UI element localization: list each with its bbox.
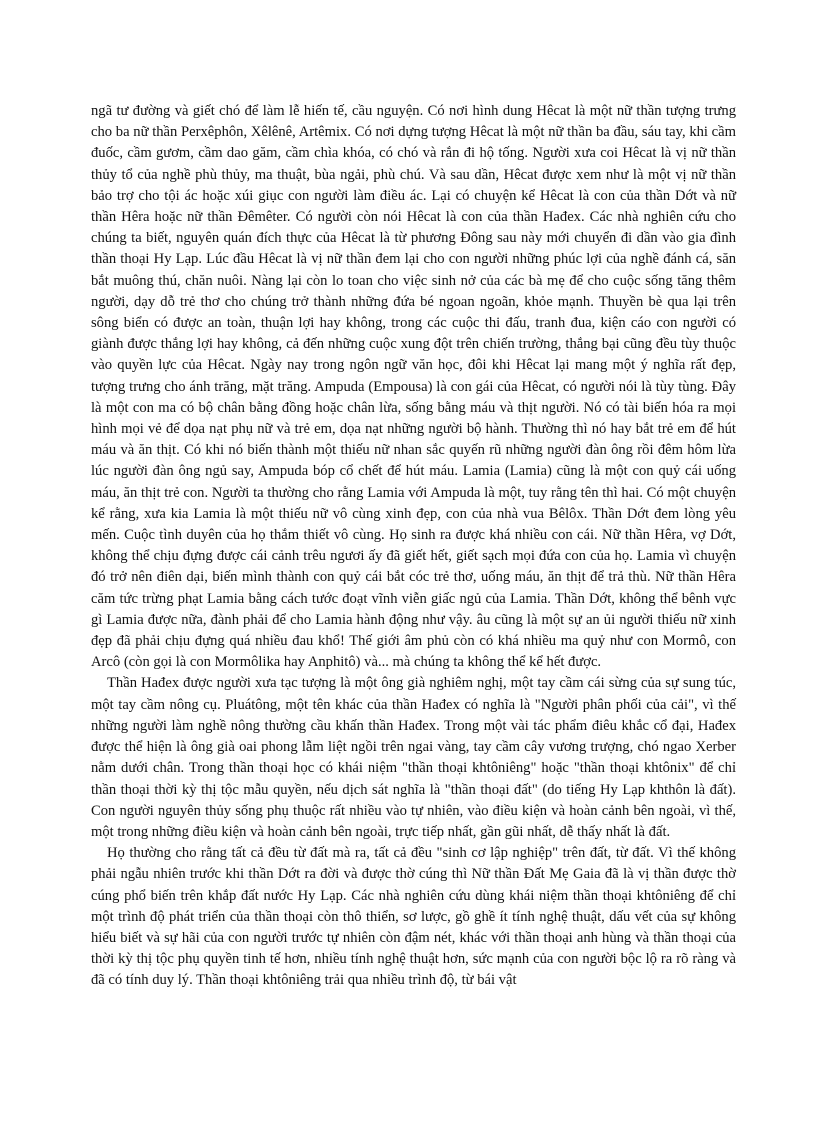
paragraph-khtonieng: Họ thường cho rằng tất cả đều từ đất mà ra, tất cả đều "sinh cơ lập nghiệp" trên đất, từ đất. Vì thế không phải ngẫu nhiên trước khi thần Dớt ra đời và được thờ cúng thì Nữ thần Đất Mẹ Gaia đã là vị thần được thờ cúng phổ biến trên khắp đất nước Hy Lạp. Các nhà nghiên cứu dùng khái niệm thần thoại khtôniêng để chỉ một trình độ phát triển của thần thoại còn thô thiển, sơ lược, gồ ghề ít tính nghệ thuật, dấu vết của sự không hiểu biết và sự hãi của con người trước tự nhiên còn đậm nét, khác với thần thoại anh hùng và thần thoại của thời kỳ thị tộc phụ quyền tinh tế hơn, nhiều tính nghệ thuật hơn, sức mạnh của con người bộc lộ ra rõ ràng và đã có tính duy lý. Thần thoại khtôniêng trải qua nhiều trình độ, từ bái vật — [91, 845, 736, 989]
paragraph-hadex: Thần Hađex được người xưa tạc tượng là một ông già nghiêm nghị, một tay cầm cái sừng của sự sung túc, một tay cầm nông cụ. Pluátông, một tên khác của thần Hađex có nghĩa là "Người phân phối của cải", vì thế những người làm nghề nông thường cầu khấn thần Hađex. Trong một vài tác phẩm điêu khắc cổ đại, Hađex được thể hiện là ông già oai phong lẫm liệt ngồi trên ngai vàng, tay cầm cây vương trượng, chó ngao Xerber nằm dưới chân. Trong thần thoại học có khái niệm "thần thoại khtôniêng" hoặc "thần thoại khtônix" để chỉ thần thoại thời kỳ thị tộc mẫu quyền, nếu dịch sát nghĩa là "thần thoại đất" (do tiếng Hy Lạp khthôn là đất). Con người nguyên thủy sống phụ thuộc rất nhiều vào tự nhiên, vào điều kiện và hoàn cảnh bên ngoài, vì thế, một trong những điều kiện và hoàn cảnh bên ngoài, trực tiếp nhất, gần gũi nhất, dễ thấy nhất là đất. — [91, 675, 736, 840]
document-page — [91, 101, 736, 992]
paragraph-hecat: ngã tư đường và giết chó để làm lễ hiến tế, cầu nguyện. Có nơi hình dung Hêcat là một nữ thần tượng trưng cho ba nữ thần Perxêphôn, Xêlênê, Artêmix. Có nơi dựng tượng Hêcat là một nữ thần ba đầu, sáu tay, khi cầm đuốc, cầm gươm, cầm dao găm, cầm chìa khóa, có chó và rắn đi hộ tống. Người xưa coi Hêcat là vị nữ thần thủy tổ của nghề phù thủy, ma thuật, bùa ngải, phù chú. Và sau dần, Hêcat được xem như là một vị nữ thần bảo trợ cho tội ác hoặc xúi giục con người làm điều ác. Lại có chuyện kể Hêcat là con của thần Dớt và nữ thần Hêra hoặc nữ thần Đêmêter. Có người còn nói Hêcat là con của thần Hađex. Các nhà nghiên cứu cho chúng ta biết, nguyên quán đích thực của Hêcat là từ phương Đông sau này mới chuyển đi dần vào gia đình thần thoại Hy Lạp. Lúc đầu Hêcat là vị nữ thần đem lại cho con người những phúc lợi của nghề đánh cá, săn bắt muông thú, chăn nuôi. Nàng lại còn lo toan cho việc sinh nở của các bà mẹ để cho cuộc sống tăng thêm người, dạy dỗ trẻ thơ cho chúng trở thành những đứa bé ngoan ngoãn, khỏe mạnh. Thuyền bè qua lại trên sông biển có được an toàn, thuận lợi hay không, trong các cuộc thi đấu, tranh đua, kiện cáo con người có giành được thắng lợi hay không, cả đến những cuộc xung đột trên chiến trường, thắng bại cũng đều tùy thuộc vào quyền lực của Hêcat. Ngày nay trong ngôn ngữ văn học, đôi khi Hêcat lại mang một ý nghĩa rất đẹp, tượng trưng cho ánh trăng, mặt trăng. Ampuda (Empousa) là con gái của Hêcat, có người nói là tùy tùng. Đây là một con ma có bộ chân bằng đồng hoặc chân lừa, sống bằng máu và thịt người. Nó có tài biến hóa ra mọi hình mọi vẻ để dọa nạt phụ nữ và trẻ em, dọa nạt những người bộ hành. Thường thì nó hay bắt trẻ em để hút máu và ăn thịt. Có khi nó biến thành một thiếu nữ nhan sắc quyến rũ những người đàn ông rồi đêm hôm lừa lúc người đàn ông ngủ say, Ampuda bóp cổ chết để hút máu. Lamia (Lamia) cũng là một con quỷ cái uống máu, ăn thịt trẻ con. Người ta thường cho rằng Lamia với Ampuda là một, tuy rằng tên thì hai. Có một chuyện kể rằng, xưa kia Lamia là một thiếu nữ vô cùng xinh đẹp, con của nhà vua Bêlôx. Thần Dớt đem lòng yêu mến. Cuộc tình duyên của họ thắm thiết vô cùng. Họ sinh ra được khá nhiều con cái. Nữ thần Hêra, vợ Dớt, không thể chịu đựng được cái cảnh trêu ngươi ấy đã giết hết, giết sạch mọi đứa con của họ. Lamia vì chuyện đó trở nên điên dại, biến mình thành con quỷ cái bắt cóc trẻ thơ, uống máu, ăn thịt để trả thù. Nữ thần Hêra căm tức trừng phạt Lamia bằng cách tước đoạt vĩnh viễn giấc ngủ của Lamia. Thần Dớt, không thể bênh vực gì Lamia được nữa, đành phải để cho Lamia hành động như vậy. âu cũng là một sự an ủi người thiếu nữ xinh đẹp đã phải chịu đựng quá nhiều đau khổ! Thế giới âm phủ còn có khá nhiều ma quỷ như con Mormô, con Arcô (còn gọi là con Mormôlika hay Anphitô) và... mà chúng ta không thể kể hết được. — [91, 103, 736, 671]
